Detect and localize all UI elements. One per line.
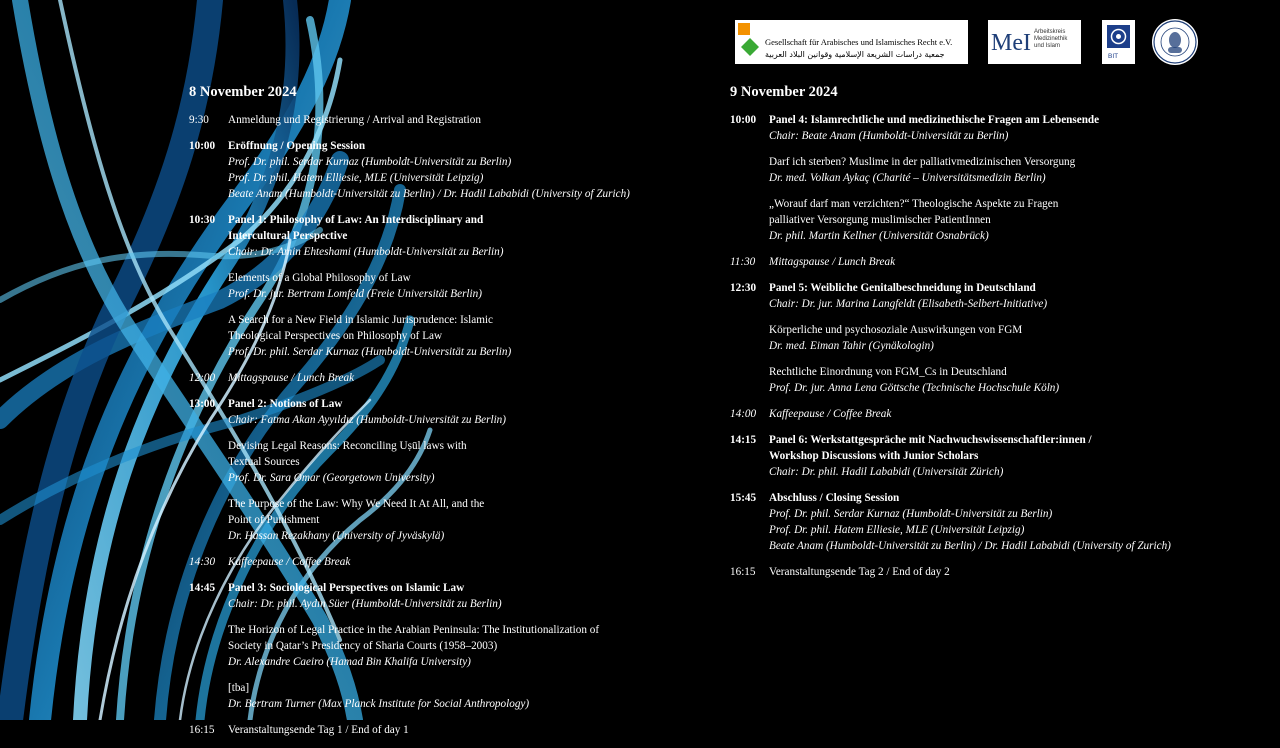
entry-body <box>228 138 709 202</box>
humboldt-university-seal <box>1152 19 1198 65</box>
schedule-entry <box>189 312 709 360</box>
schedule-entry <box>189 554 709 570</box>
entry-body <box>769 254 1250 270</box>
bit-logo <box>1102 20 1135 64</box>
entry-time: 10:00 <box>730 114 757 126</box>
session-title: Panel 2: Notions of Law <box>228 398 343 410</box>
speaker-line: Beate Anam (Humboldt-Universität zu Berlin) / Dr. Hadil Lababidi (University of Zurich) <box>228 188 630 200</box>
speaker-line: Prof. Dr. jur. Bertram Lomfeld (Freie Universität Berlin) <box>228 288 482 300</box>
programme-day-2 <box>730 82 1250 590</box>
entry-time: 11:30 <box>730 256 756 268</box>
talk-title: Theological Perspectives on Philosophy of Law <box>228 330 443 342</box>
speaker-line: Kaffeepause / Coffee Break <box>769 408 892 420</box>
day-2-title: 9 November 2024 <box>730 84 838 100</box>
talk-title: Devising Legal Reasons: Reconciling Uṣūl laws with <box>228 440 467 452</box>
schedule-entry <box>730 196 1250 244</box>
schedule-entry <box>189 370 709 386</box>
mei-subtitle-line: Medizinethik <box>1034 36 1068 42</box>
entry-body <box>228 722 709 738</box>
session-title: Panel 1: Philosophy of Law: An Interdisciplinary and <box>228 214 484 226</box>
entry-time: 10:30 <box>189 214 216 226</box>
schedule-entry <box>189 396 709 428</box>
entry-time <box>730 154 769 186</box>
entry-body <box>228 370 709 386</box>
speaker-line: Chair: Dr. Amin Ehteshami (Humboldt-Universität zu Berlin) <box>228 246 504 258</box>
talk-title: Körperliche und psychosoziale Auswirkungen von FGM <box>769 324 1023 336</box>
entry-body <box>228 396 709 428</box>
schedule-entry <box>189 212 709 260</box>
entry-body <box>228 680 709 712</box>
schedule-entry <box>189 112 709 128</box>
entry-time <box>189 438 228 486</box>
schedule-entry <box>189 270 709 302</box>
schedule-entry <box>730 322 1250 354</box>
mei-name: MeI <box>991 30 1031 56</box>
talk-title: palliativer Versorgung muslimischer PatientInnen <box>769 214 991 226</box>
entry-time: 14:00 <box>730 408 757 420</box>
talk-title: Darf ich sterben? Muslime in der palliativmedizinischen Versorgung <box>769 156 1076 168</box>
speaker-line: Dr. Bertram Turner (Max Planck Institute for Social Anthropology) <box>228 698 530 710</box>
speaker-line: Dr. phil. Martin Kellner (Universität Osnabrück) <box>769 230 989 242</box>
entry-time <box>189 680 228 712</box>
gair-arabic-name: جمعية دراسات الشريعة الإسلامية وقوانين البلاد العربية <box>765 50 945 59</box>
entry-body <box>769 490 1250 554</box>
entry-body <box>769 406 1250 422</box>
schedule-entry <box>189 438 709 486</box>
entry-time: 9:30 <box>189 114 209 126</box>
gair-diamond-icon <box>735 20 765 64</box>
schedule-entry <box>730 406 1250 422</box>
talk-title: Point of Punishment <box>228 514 320 526</box>
mei-subtitle <box>1034 29 1067 50</box>
entry-time <box>730 322 769 354</box>
speaker-line: Prof. Dr. phil. Serdar Kurnaz (Humboldt-Universität zu Berlin) <box>228 156 512 168</box>
talk-title: „Worauf darf man verzichten?“ Theologische Aspekte zu Fragen <box>769 198 1059 210</box>
entry-time <box>189 270 228 302</box>
speaker-line: Chair: Dr. jur. Marina Langfeldt (Elisabeth-Selbert-Initiative) <box>769 298 1048 310</box>
talk-title: Anmeldung und Registrierung / Arrival and Registration <box>228 114 481 126</box>
speaker-line: Chair: Dr. phil. Aydın Süer (Humboldt-Universität zu Berlin) <box>228 598 502 610</box>
programme-day-1 <box>189 82 709 748</box>
speaker-line: Dr. Hassan Rezakhany (University of Jyväskylä) <box>228 530 445 542</box>
speaker-line: Prof. Dr. phil. Serdar Kurnaz (Humboldt-Universität zu Berlin) <box>769 508 1053 520</box>
entry-time: 12:00 <box>189 372 216 384</box>
talk-title: Elements of a Global Philosophy of Law <box>228 272 411 284</box>
speaker-line: Prof. Dr. phil. Serdar Kurnaz (Humboldt-Universität zu Berlin) <box>228 346 512 358</box>
schedule-entry <box>730 490 1250 554</box>
schedule-entry <box>189 580 709 612</box>
schedule-entry <box>730 432 1250 480</box>
session-title: Panel 6: Werkstattgespräche mit Nachwuchswissenschaftler:innen / <box>769 434 1092 446</box>
speaker-line: Dr. Alexandre Caeiro (Hamad Bin Khalifa University) <box>228 656 471 668</box>
schedule-entry <box>189 680 709 712</box>
talk-title: Veranstaltungsende Tag 2 / End of day 2 <box>769 566 950 578</box>
speaker-line: Chair: Fatma Akan Ayyıldız (Humboldt-Universität zu Berlin) <box>228 414 507 426</box>
schedule-entry <box>730 112 1250 144</box>
talk-title: The Horizon of Legal Practice in the Arabian Peninsula: The Institutionalization of <box>228 624 600 636</box>
entry-time: 15:45 <box>730 492 757 504</box>
schedule-entry <box>189 622 709 670</box>
entry-time <box>189 312 228 360</box>
schedule-entry <box>730 564 1250 580</box>
day-1-title: 8 November 2024 <box>189 84 297 100</box>
entry-time: 14:30 <box>189 556 216 568</box>
entry-body <box>228 580 709 612</box>
bit-name: BIT <box>1108 53 1119 60</box>
schedule-entry <box>189 138 709 202</box>
speaker-line: Beate Anam (Humboldt-Universität zu Berlin) / Dr. Hadil Lababidi (University of Zurich) <box>769 540 1171 552</box>
entry-body <box>769 280 1250 312</box>
schedule-entry <box>189 722 709 738</box>
entry-time <box>730 364 769 396</box>
entry-time <box>730 196 769 244</box>
entry-time: 14:45 <box>189 582 216 594</box>
entry-body <box>769 154 1250 186</box>
entry-body <box>228 496 709 544</box>
day-2-entries <box>730 112 1250 580</box>
session-title: Panel 5: Weibliche Genitalbeschneidung in Deutschland <box>769 282 1036 294</box>
speaker-line: Dr. med. Eiman Tahir (Gynäkologin) <box>769 340 934 352</box>
session-title: Intercultural Perspective <box>228 230 348 242</box>
entry-time: 14:15 <box>730 434 757 446</box>
entry-time <box>189 496 228 544</box>
talk-title: Textual Sources <box>228 456 300 468</box>
talk-title: Society in Qatar’s Presidency of Sharia Courts (1958–2003) <box>228 640 498 652</box>
humboldt-seal-icon <box>1152 19 1198 65</box>
talk-title: A Search for a New Field in Islamic Jurisprudence: Islamic <box>228 314 494 326</box>
entry-body <box>769 112 1250 144</box>
speaker-line: Prof. Dr. jur. Anna Lena Göttsche (Technische Hochschule Köln) <box>769 382 1060 394</box>
entry-time: 12:30 <box>730 282 757 294</box>
schedule-entry <box>189 496 709 544</box>
entry-body <box>769 364 1250 396</box>
entry-time: 16:15 <box>730 566 756 578</box>
bit-pattern-icon <box>1102 22 1135 52</box>
speaker-line: Chair: Beate Anam (Humboldt-Universität zu Berlin) <box>769 130 1009 142</box>
entry-time: 16:15 <box>189 724 215 736</box>
entry-body <box>228 312 709 360</box>
talk-title: The Purpose of the Law: Why We Need It At All, and the <box>228 498 485 510</box>
entry-time: 10:00 <box>189 140 216 152</box>
gair-logo <box>735 20 968 64</box>
mei-subtitle-line: und Islam <box>1034 43 1061 49</box>
session-title: Eröffnung / Opening Session <box>228 140 366 152</box>
entry-body <box>769 432 1250 480</box>
entry-body <box>228 622 709 670</box>
schedule-entry <box>730 280 1250 312</box>
speaker-line: Prof. Dr. phil. Hatem Elliesie, MLE (Universität Leipzig) <box>769 524 1025 536</box>
schedule-entry <box>730 154 1250 186</box>
day-1-entries <box>189 112 709 738</box>
speaker-line: Mittagspause / Lunch Break <box>769 256 896 268</box>
schedule-entry <box>730 254 1250 270</box>
entry-body <box>769 564 1250 580</box>
entry-body <box>228 112 709 128</box>
session-title: Workshop Discussions with Junior Scholars <box>769 450 979 462</box>
talk-title: [tba] <box>228 682 250 694</box>
speaker-line: Prof. Dr. phil. Hatem Elliesie, MLE (Universität Leipzig) <box>228 172 484 184</box>
entry-body <box>769 322 1250 354</box>
entry-time <box>189 622 228 670</box>
entry-body <box>228 270 709 302</box>
speaker-line: Kaffeepause / Coffee Break <box>228 556 351 568</box>
session-title: Abschluss / Closing Session <box>769 492 900 504</box>
speaker-line: Chair: Dr. phil. Hadil Lababidi (Universität Zürich) <box>769 466 1004 478</box>
entry-time: 13:00 <box>189 398 216 410</box>
talk-title: Rechtliche Einordnung von FGM_Cs in Deutschland <box>769 366 1007 378</box>
mei-subtitle-line: Arbeitskreis <box>1034 29 1066 35</box>
speaker-line: Dr. med. Volkan Aykaç (Charité – Universitätsmedizin Berlin) <box>769 172 1046 184</box>
entry-body <box>228 212 709 260</box>
mei-logo <box>988 20 1081 64</box>
session-title: Panel 4: Islamrechtliche und medizinethische Fragen am Lebensende <box>769 114 1100 126</box>
speaker-line: Mittagspause / Lunch Break <box>228 372 355 384</box>
speaker-line: Prof. Dr. Sara Omar (Georgetown University) <box>228 472 435 484</box>
entry-body <box>228 554 709 570</box>
schedule-entry <box>730 364 1250 396</box>
entry-body <box>769 196 1250 244</box>
entry-body <box>228 438 709 486</box>
session-title: Panel 3: Sociological Perspectives on Islamic Law <box>228 582 465 594</box>
talk-title: Veranstaltungsende Tag 1 / End of day 1 <box>228 724 409 736</box>
gair-name: Gesellschaft für Arabisches und Islamisches Recht e.V. <box>765 37 953 47</box>
